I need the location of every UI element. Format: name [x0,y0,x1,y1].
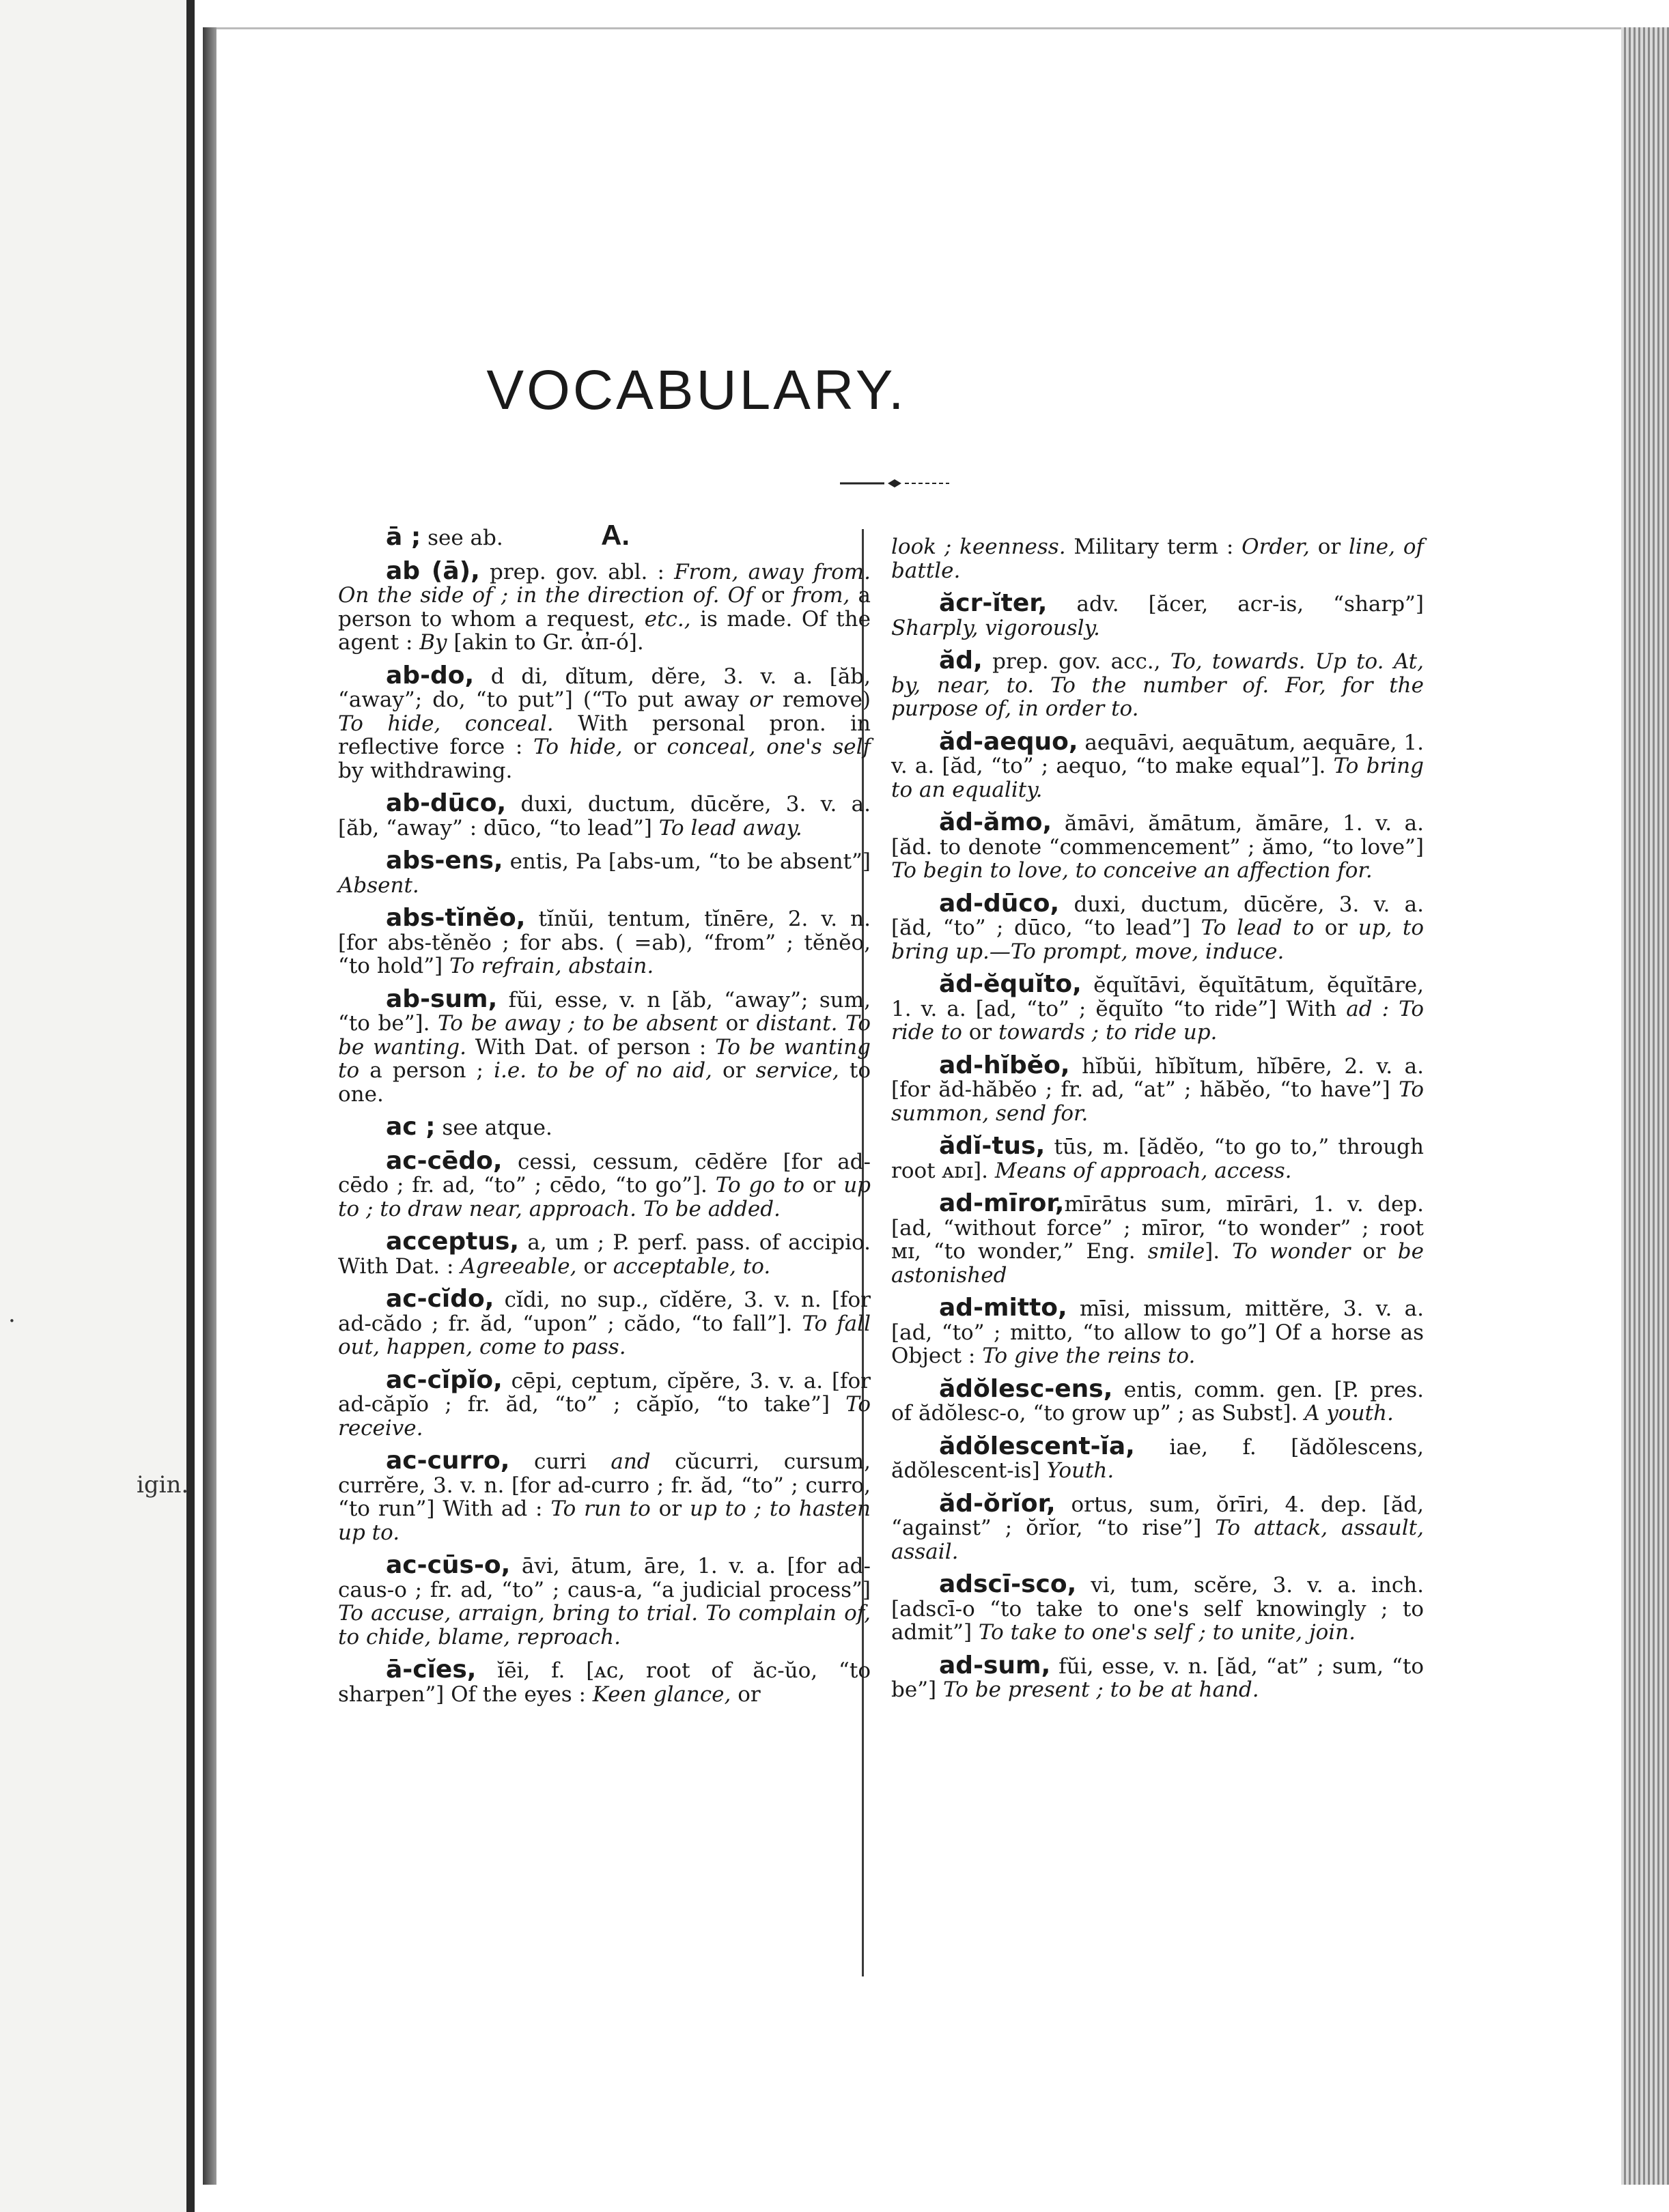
entry-text: curri [509,1449,611,1474]
entry-text: remove) [772,687,871,712]
dictionary-entry [338,849,871,897]
entry-text: ortus, sum, ŏrīri, 4. dep. [ăd, “against” ; ŏrĭor, “to rise”] [891,1492,1424,1540]
entry-headword: adscī-sco, [939,1570,1077,1598]
entry-text: or [753,583,793,608]
entry-text: With personal pron. in reflective force : [338,711,871,759]
entry-text: or [576,1253,613,1279]
entry-text: cessi, cessum, cēdĕre [for ad-cēdo ; fr. ad, “to” ; cēdo, “to go”]. [338,1149,871,1197]
entry-text: mīsi, missum, mittĕre, 3. v. a. [ad, “to” ; mitto, “to allow to go”] Of a horse as Object : [891,1296,1424,1368]
entry-text: or [804,1173,844,1197]
entry-translation: To wonder [1232,1239,1351,1264]
entry-text: hĭbŭi, hĭbĭtum, hĭbēre, 2. v. a. [for ăd-hăbĕo ; fr. ad, “at” ; hăbĕo, “to have”] [891,1053,1424,1102]
entry-text: With Dat. of person : [466,1034,716,1060]
entry-text: is made. Of the agent : [338,606,871,655]
dictionary-entry [891,535,1424,582]
entry-headword: acceptus, [386,1228,520,1256]
entry-translation: To, towards. Up to. At, by, near, to. To the number of. For, for the purpose of, in order to. [891,649,1424,721]
entry-headword: ac-cūs-o, [386,1551,511,1579]
dictionary-entry [338,1551,871,1649]
entry-headword: ā ; [386,523,421,551]
entry-text: iae, f. [ădŏlescens, ădŏlescent-is] [891,1434,1424,1483]
entry-text: see atque. [435,1116,552,1140]
entry-translation: A youth. [1304,1401,1394,1426]
entry-translation: To go to [715,1173,805,1197]
entry-text: aequāvi, aequātum, aequāre, 1. v. a. [ăd, “to” ; aequo, “to make equal”]. [891,730,1424,778]
entry-translation: By [419,630,447,655]
entry-translation: From, away from. On the side of ; in the direction of. Of [338,559,871,608]
entry-translation: To receive. [338,1392,871,1441]
entry-headword: ăcr-ĭter, [939,589,1048,617]
entry-headword: ăd-ămo, [939,808,1052,836]
entry-translation: towards ; to ride up. [998,1020,1218,1045]
entry-text: duxi, ductum, dūcĕre, 3. v. a. [ăd, “to” ; dūco, “to lead”] [891,892,1424,940]
entry-translation: To begin to love, to conceive an affection for. [891,858,1373,883]
entry-translation: and [611,1449,651,1474]
entry-translation: To summon, send for. [891,1077,1424,1126]
dictionary-entry [891,808,1424,883]
dictionary-entry [891,727,1424,802]
book-gutter [203,27,216,2185]
dictionary-entry [338,1449,871,1544]
dictionary-entry [891,1132,1424,1183]
entry-headword: ăd-aequo, [939,727,1078,756]
entry-text: or [1309,535,1349,559]
entry-headword: ăd-ĕquĭto, [939,970,1082,998]
entry-translation: Order, [1242,535,1310,559]
entry-translation: acceptable, to. [613,1253,771,1279]
entry-translation: To run to [550,1497,651,1521]
dictionary-entry [338,1365,871,1441]
page-edge-stack [1621,27,1669,2185]
entry-text: ĕquĭtāvi, ĕquĭtātum, ĕquĭtāre, 1. v. a. [ad, “to” ; ĕquĭto “to ride”] With [891,973,1424,1021]
right-column [891,535,1424,1712]
entry-text: fŭi, esse, v. n [ăb, “away”; sum, “to be”]. [338,987,871,1036]
entry-translation: service, [755,1058,839,1083]
entry-text: by withdrawing. [338,758,513,783]
entry-translation: Sharply, vigorously. [891,615,1100,640]
entry-text: see ab. [421,526,503,550]
entry-text: or [1314,916,1358,940]
entry-translation: To be present ; to be at hand. [943,1677,1259,1702]
dictionary-entry [891,970,1425,1045]
ornament-divider-icon [840,478,949,489]
entry-translation: up to ; to hasten up to. [338,1497,871,1545]
entry-headword: ad-hĭbĕo, [939,1051,1070,1079]
entry-translation: be astonished [891,1239,1424,1288]
entry-text: ĭēi, f. [ᴀᴄ, root of ăc-ŭo, “to sharpen”] Of the eyes : [338,1658,871,1707]
entry-headword: ac-cēdo, [386,1146,503,1175]
left-page-margin [0,0,195,2212]
entry-translation: To attack, assault, assail. [891,1516,1424,1564]
entry-text: or [1350,1239,1398,1264]
entry-text: ]. [1205,1239,1233,1264]
entry-text: a person ; [359,1058,494,1083]
entry-translation: To hide, conceal. [338,711,554,736]
entry-text: entis, Pa [abs-um, “to be absent”] [503,849,871,874]
entry-headword: ac ; [386,1113,436,1141]
entry-text: cŭcurri, cursum, currĕre, 3. v. n. [for ad-curro ; fr. ăd, “to” ; curro, “to run”] With ad : [338,1449,871,1521]
entry-translation: up to ; to draw near, approach. To be added. [338,1173,871,1221]
entry-translation: from, [792,583,850,608]
entry-translation: Absent. [338,873,419,898]
entry-headword: abs-ens, [386,847,503,875]
entry-text: a, um ; P. perf. pass. of accipio. With Dat. : [338,1230,871,1279]
dictionary-entry [338,1658,871,1706]
entry-text: vi, tum, scĕre, 3. v. a. inch. [adscī-o “to take to one's self knowingly ; to admit”] [891,1573,1424,1645]
entry-text: ămāvi, ămātum, ămāre, 1. v. a. [ăd. to denote “commencement” ; ămo, “to love”] [891,811,1424,860]
left-page-fragment: igin. [137,1471,189,1499]
entry-translation: distant. To be wanting. [338,1011,871,1060]
entry-text: Military term : [1065,535,1242,559]
dictionary-entry [891,1189,1424,1288]
entry-translation: or [749,687,772,712]
entry-headword: ac-cĭpĭo, [386,1365,503,1394]
entry-translation: To hide, [533,735,623,759]
entry-headword: ac-curro, [386,1447,510,1475]
entry-text: fŭi, esse, v. n. [ăd, “at” ; sum, “to be”] [891,1654,1424,1702]
entry-headword: ad-mīror, [939,1189,1065,1217]
dictionary-entry [338,523,871,551]
entry-text: duxi, ductum, dūcĕre, 3. v. a. [ăb, “away” : dūco, “to lead”] [338,792,871,840]
entry-translation: smile [1147,1239,1205,1264]
entry-translation: etc., [644,606,691,632]
entry-translation: Agreeable, [460,1253,577,1279]
entry-translation: To be wanting to [338,1034,871,1083]
entry-translation: To bring to an equality. [891,754,1424,802]
entry-headword: ac-cĭdo, [386,1285,494,1313]
left-page-fragment: . [8,1301,16,1328]
dictionary-entry [338,556,871,655]
entry-text: tĭnŭi, tentum, tĭnēre, 2. v. n. [for abs-tĕnĕo ; for abs. ( =ab), “from” ; tĕnĕo, “to hold”] [338,907,871,978]
entry-translation: Youth. [1046,1458,1114,1483]
entry-headword: ad-sum, [939,1651,1051,1679]
entry-text: āvi, ātum, āre, 1. v. a. [for ad-caus-o ; fr. ad, “to” ; caus-a, “a judicial process”] [338,1554,871,1602]
dictionary-entry [891,1570,1424,1645]
entry-translation: i.e. to be of no aid, [494,1058,712,1083]
entry-translation: To accuse, arraign, bring to trial. To complain of, to chide, blame, reproach. [338,1601,871,1649]
dictionary-entry [338,1285,871,1359]
entry-headword: ad-dūco, [939,889,1060,918]
entry-translation: line, of battle. [891,535,1424,583]
entry-translation: To lead away. [658,815,802,840]
entry-text: or [650,1497,690,1521]
dictionary-entry [891,1651,1424,1702]
entry-headword: ăd-ŏrĭor, [939,1489,1056,1518]
entry-text: prep. gov. abl. : [479,559,675,584]
entry-text: adv. [ăcer, acr-is, “sharp”] [1047,592,1424,616]
entry-translation: To be away ; to be absent [438,1011,718,1036]
dictionary-entry [891,1489,1424,1564]
entry-headword: abs-tĭnĕo, [386,904,526,932]
entry-translation: look ; keenness. [891,535,1066,559]
entry-text: prep. gov. acc., [982,649,1170,674]
entry-translation: To give the reins to. [982,1344,1196,1368]
section-letter: A. [601,519,630,551]
entry-headword: ădŏlescent-ĭa, [939,1432,1135,1460]
dictionary-entry [891,1296,1424,1368]
entry-translation: To refrain, abstain. [449,954,654,978]
entry-headword: ad-mitto, [939,1294,1067,1322]
entry-headword: ā-cĭes, [386,1656,477,1684]
entry-text: [akin to Gr. ἀπ-ό]. [447,630,644,655]
page-title: VOCABULARY. [486,359,907,421]
entry-translation: up, to bring up.—To prompt, move, induce. [891,916,1424,964]
dictionary-entry [891,1051,1424,1126]
dictionary-entry [338,1146,871,1221]
entry-translation: To lead to [1201,916,1315,940]
entry-translation: Means of approach, access. [994,1158,1292,1183]
entry-text: or [731,1682,761,1707]
entry-headword: ab-do, [386,661,475,690]
entry-text: tūs, m. [ădĕo, “to go to,” through root ᴀᴅɪ]. [891,1135,1424,1183]
entry-headword: ădĭ-tus, [939,1132,1046,1160]
entry-text: mīrātus sum, mīrāri, 1. v. dep. [ad, “without force” ; mīror, “to wonder” ; root ᴍɪ, “to wonder,” Eng. [891,1192,1424,1264]
entry-headword: ab-dūco, [386,789,507,817]
dictionary-entry [891,889,1424,964]
entry-headword: ab-sum, [386,984,498,1013]
entry-headword: ădŏlesc-ens, [939,1374,1113,1403]
entry-headword: ăd, [939,647,983,675]
dictionary-entry [891,1432,1424,1483]
dictionary-entry [338,1113,871,1141]
dictionary-entry [338,661,871,783]
dictionary-entry [891,649,1424,721]
dictionary-entry [338,984,871,1107]
entry-text: or [622,735,667,759]
dictionary-entry [338,789,871,840]
entry-text: or [712,1058,756,1083]
entry-text: d di, dĭtum, dĕre, 3. v. a. [ăb, “away”; do, “to put”] (“To put away [338,664,871,712]
dictionary-entry [891,1374,1424,1426]
dictionary-entry [338,1230,871,1278]
entry-text: entis, comm. gen. [P. pres. of ădŏlesc-o, “to grow up” ; as Subst]. [891,1377,1424,1426]
entry-text: or [718,1011,757,1036]
entry-translation: To fall out, happen, come to pass. [338,1311,871,1359]
dictionary-entry [338,904,871,978]
entry-translation: Keen glance, [592,1682,731,1707]
entry-text: or [962,1020,999,1045]
entry-text: cēpi, ceptum, cĭpĕre, 3. v. a. [for ad-căpĭo ; fr. ăd, “to” ; căpĭo, “to take”] [338,1368,871,1417]
entry-text: a person to whom a request, [338,583,871,632]
left-column [338,523,871,1716]
entry-translation: ad : To ride to [891,996,1425,1045]
entry-translation: To take to one's self ; to unite, join. [978,1620,1356,1645]
entry-headword: ab (ā), [386,556,480,585]
entry-text: cĭdi, no sup., cĭdĕre, 3. v. n. [for ad-cădo ; fr. ăd, “upon” ; cădo, “to fall”]. [338,1288,871,1336]
entry-translation: conceal, one's self [667,735,871,759]
dictionary-entry [891,589,1424,640]
entry-text: to one. [338,1058,871,1107]
